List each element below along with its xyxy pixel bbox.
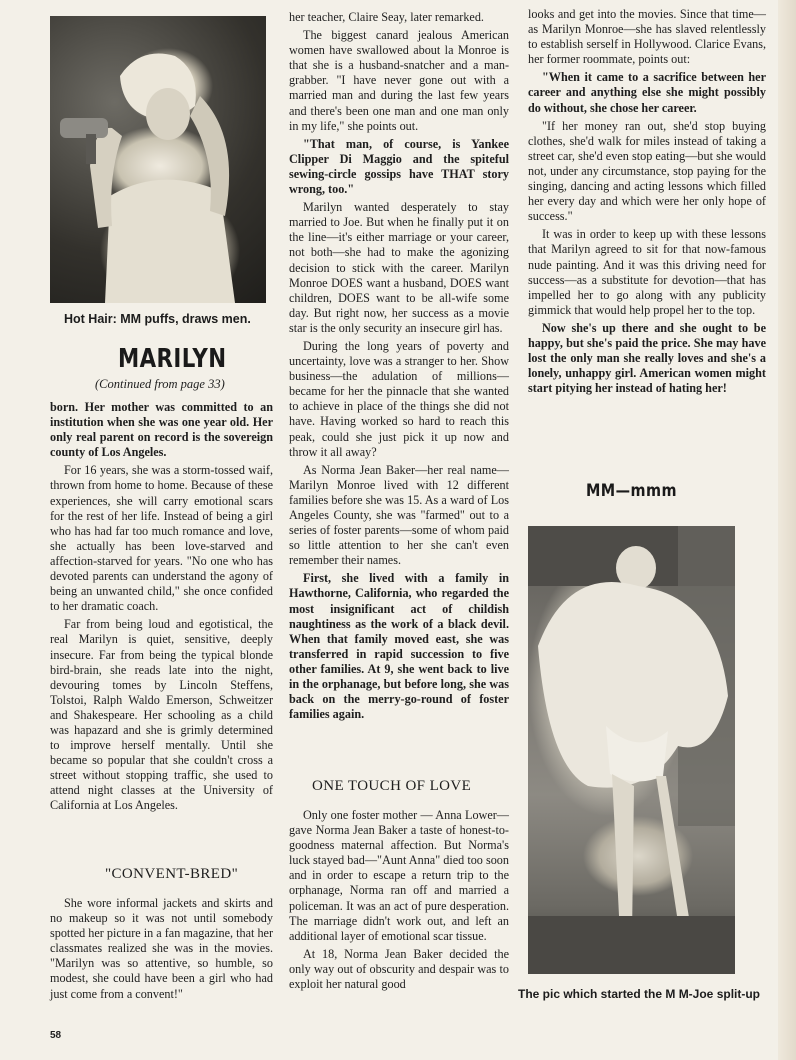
paragraph: During the long years of poverty and uncertainty, love was a stranger to her. Show business—the adulation of millions—became for her the pinnacle that she wanted to achieve in place of the things she did not have. Having worked so hard to reach this peak, could she just pick it up now and throw it all away? bbox=[289, 338, 509, 459]
paragraph: her teacher, Claire Seay, later remarked. bbox=[289, 10, 484, 24]
column-1 bbox=[50, 400, 273, 817]
paragraph: "If her money ran out, she'd stop buying clothes, she'd walk for miles instead of taking a street car, she'd even stop eating—but she would not, under any circumstance, stop paying for the singing, dancing and acting lessons which filled her every day and which were her only hope of success." bbox=[528, 118, 766, 224]
paragraph: "That man, of course, is Yankee Clipper Di Maggio and the spiteful sewing-circle gossips have THAT story wrong, too." bbox=[289, 136, 509, 197]
paragraph: The biggest canard jealous American women have swallowed about la Monroe is that she is a husband-snatcher and a man-grabber. "I have never gone out with a married man and during the last few years and there's been one man and one man only in my life," she points out. bbox=[289, 28, 509, 133]
paragraph: At 18, Norma Jean Baker decided the only way out of obscurity and despair was to exploit her natural good bbox=[289, 946, 509, 992]
paragraph: Far from being loud and egotistical, the real Marilyn is quiet, sensitive, deeply insecure. Far from being the typical blonde bird-brain, she reads late into the night, devouring tomes by Lincoln Steffens, Tolstoi, Ralph Waldo Emerson, Schweitzer and Shakespeare. Her schooling as a child was hapazard and she is grimly determined to improve herself mentally. Until she became so popular that she couldn't cross a street without stopping traffic, she used to attend night classes at the University of California at Los Angeles. bbox=[50, 617, 273, 813]
column-3 bbox=[528, 7, 766, 399]
column-2-continued bbox=[289, 808, 509, 995]
mm-headline: MM—mmm bbox=[586, 481, 677, 501]
photo-figure bbox=[528, 526, 735, 974]
photo1-caption: Hot Hair: MM puffs, draws men. bbox=[64, 312, 251, 326]
paragraph: Now she's up there and she ought to be happy, but she's paid the price. She may have lost the only man she really loves and she's a lonely, unhappy girl. American women might start pitying her instead of hating her! bbox=[528, 320, 766, 396]
paragraph: Marilyn wanted desperately to stay married to Joe. But when he finally put it on the line—it's either marriage or your career, not both—she had to make the agonizing decision to stick with the career. Marilyn Monroe DOES want a husband, DOES want children, DOES want to be all-wife some day. But right now, her success as a movie star is the only security an insecure girl has. bbox=[289, 200, 509, 335]
paragraph: As Norma Jean Baker—her real name—Marilyn Monroe lived with 12 different families before she was 15. As a ward of Los Angeles County, she was "farmed" out to a series of foster parents—some of whom paid so little attention to her she can't even remember their names. bbox=[289, 462, 509, 568]
paragraph: looks and get into the movies. Since that time—as Marilyn Monroe—she has slaved relentlessly to establish serself in Hollywood. Clarice Evans, her former roommate, points out: bbox=[528, 7, 766, 67]
paragraph: "When it came to a sacrifice between her career and anything else she might possibly do without, she chose her career. bbox=[528, 70, 766, 115]
paragraph: First, she lived with a family in Hawthorne, California, who regarded the most insignificant act of childish naughtiness as the work of a black devil. When that family moved east, she was transferred in rapid succession to five other families. At 9, she went back to live in the orphanage, but before long, she was back on the merry-go-round of foster families again. bbox=[289, 571, 509, 722]
column-2 bbox=[289, 10, 509, 725]
marilyn-subway-grate-photo bbox=[528, 526, 735, 974]
subhead-one-touch-of-love: ONE TOUCH OF LOVE bbox=[312, 778, 472, 794]
article-headline: MARILYN bbox=[118, 344, 227, 374]
photo-figure bbox=[50, 16, 266, 303]
paragraph: Only one foster mother — Anna Lower—gave Norma Jean Baker a taste of honest-to-goodness maternal affection. But Norma's luck stayed bad—"Aunt Anna" died too soon and in order to escape a return trip to the orphanage, Norma ran off and married a policeman. It was an act of pure desperation. The marriage didn't work out, and left an additional layer of emotional scar tissue. bbox=[289, 808, 509, 943]
paragraph: For 16 years, she was a storm-tossed waif, thrown from home to home. Because of these experiences, she will carry emotional scars for the rest of her life. Instead of being a girl who has had far too much romance and love, she actually has been love-starved and affection-starved for years. "No one who has devoted parents can understand the agony of being an unwanted child," she once confided to her dramatic coach. bbox=[50, 463, 273, 614]
marilyn-hair-dryer-photo bbox=[50, 16, 266, 303]
column-1-continued bbox=[50, 896, 273, 1005]
paragraph: She wore informal jackets and skirts and no makeup so it was not until somebody spotted her picture in a fan magazine, that her classmates realized she was in the movies. "Marilyn was so attentive, so humble, so modest, she could have been a girl who had just come from a convent!" bbox=[50, 896, 274, 1001]
photo2-caption: The pic which started the M M-Joe split-up bbox=[518, 987, 761, 1001]
page-spine-shadow bbox=[778, 0, 796, 1060]
subhead-convent-bred: "CONVENT-BRED" bbox=[105, 866, 239, 882]
page-number: 58 bbox=[50, 1030, 62, 1041]
continued-from-note: (Continued from page 33) bbox=[95, 377, 225, 391]
paragraph: It was in order to keep up with these lessons that Marilyn agreed to sit for that now-famous nude painting. And it was this driving need for success—as a substitute for devotion—that has impelled her to go along with any publicity gimmick that would help propel her to the top. bbox=[528, 227, 766, 317]
paragraph: born. Her mother was committed to an institution when she was one year old. Her only real parent on record is the sovereign county of Los Angeles. bbox=[50, 400, 273, 460]
